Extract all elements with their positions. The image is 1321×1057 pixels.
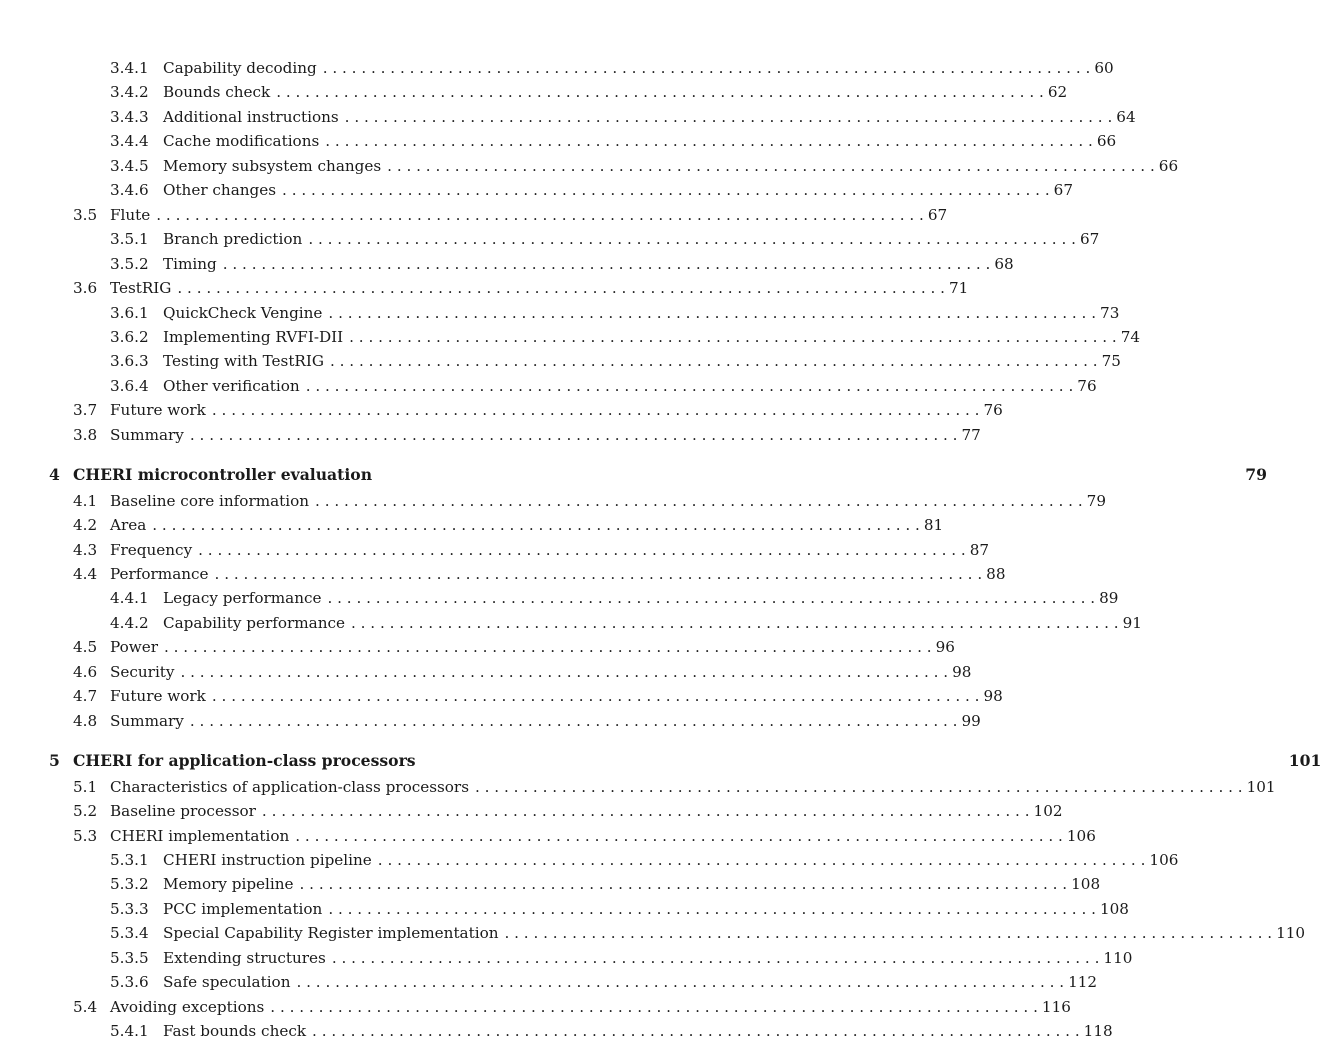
toc-entry-title: Special Capability Register implementation bbox=[163, 924, 499, 943]
toc-entry-page-number: 110 bbox=[1103, 948, 1133, 967]
toc-entry-number: 5.3.1 bbox=[110, 850, 149, 869]
toc-dot-leader: . . . . . . . . . . . . . . . . . . . . . . . . . . . . . . . . . . . . . . . . . . . . . . . . . . . . . . . . . . . . . . . . . . . . . . . . . . . . . . . . bbox=[322, 59, 1091, 77]
toc-section-entry[interactable] bbox=[73, 424, 981, 446]
toc-entry-title: Testing with TestRIG bbox=[163, 352, 324, 371]
toc-entry-title: Safe speculation bbox=[163, 973, 291, 992]
toc-entry-page-number: 74 bbox=[1120, 327, 1141, 346]
toc-entry-title: Frequency bbox=[110, 540, 193, 559]
toc-dot-leader: . . . . . . . . . . . . . . . . . . . . . . . . . . . . . . . . . . . . . . . . . . . . . . . . . . . . . . . . . . . . . . . . . . . . . . . . . . . . . . . . bbox=[180, 662, 949, 681]
toc-entry-number: 5.3 bbox=[73, 826, 98, 845]
toc-entry-title: Memory subsystem changes bbox=[163, 156, 382, 175]
toc-subsection-entry[interactable] bbox=[110, 106, 1136, 128]
toc-entry-page-number: 101 bbox=[1288, 751, 1321, 771]
toc-entry-page-number: 67 bbox=[1053, 181, 1073, 200]
toc-entry-number: 4.5 bbox=[73, 638, 98, 657]
toc-subsection-entry[interactable] bbox=[110, 228, 1100, 250]
toc-subsection-entry[interactable] bbox=[110, 350, 1121, 372]
toc-section-entry[interactable] bbox=[73, 661, 972, 683]
toc-dot-leader: . . . . . . . . . . . . . . . . . . . . . . . . . . . . . . . . . . . . . . . . . . . . . . . . . . . . . . . . . . . . . . . . . . . . . . . . . . . . . . . . bbox=[211, 401, 980, 420]
toc-entry-number: 4.8 bbox=[73, 711, 98, 730]
toc-entry-page-number: 110 bbox=[1276, 924, 1306, 943]
toc-entry-page-number: 98 bbox=[952, 662, 972, 681]
toc-entry-number: 3.6.3 bbox=[110, 352, 149, 371]
toc-section-entry[interactable] bbox=[73, 563, 1006, 585]
toc-subsection-entry[interactable] bbox=[110, 947, 1133, 969]
toc-entry-number: 4.4 bbox=[73, 565, 98, 583]
toc-entry-page-number: 98 bbox=[983, 687, 1003, 706]
toc-entry-page-number: 76 bbox=[1077, 376, 1097, 395]
toc-entry-number: 3.6 bbox=[73, 279, 98, 298]
toc-subsection-entry[interactable] bbox=[110, 1020, 1113, 1042]
toc-entry-number: 3.4.4 bbox=[110, 132, 149, 151]
toc-chapter-entry[interactable] bbox=[49, 750, 1321, 772]
toc-entry-title: CHERI implementation bbox=[110, 826, 290, 845]
toc-dot-leader: . . . . . . . . . . . . . . . . . . . . . . . . . . . . . . . . . . . . . . . . . . . . . . . . . . . . . . . . . . . . . . . . . . . . . . . . . . . . . . . . bbox=[328, 899, 1096, 918]
toc-entry-number: 3.4.1 bbox=[110, 59, 149, 77]
toc-subsection-entry[interactable] bbox=[110, 849, 1179, 871]
toc-entry-number: 3.4.5 bbox=[110, 156, 149, 175]
toc-subsection-entry[interactable] bbox=[110, 302, 1120, 324]
toc-section-entry[interactable] bbox=[73, 825, 1096, 847]
toc-entry-page-number: 101 bbox=[1246, 777, 1276, 796]
toc-entry-number: 5.2 bbox=[73, 802, 98, 821]
toc-subsection-entry[interactable] bbox=[110, 971, 1098, 993]
toc-entry-title: Security bbox=[110, 662, 175, 681]
toc-dot-leader: . . . . . . . . . . . . . . . . . . . . . . . . . . . . . . . . . . . . . . . . . . . . . . . . . . . . . . . . . . . . . . . . . . . . . . . . . . . . . . . . bbox=[270, 997, 1038, 1016]
toc-entry-title: Additional instructions bbox=[163, 107, 339, 126]
toc-entry-title: Performance bbox=[110, 565, 209, 583]
toc-entry-number: 5.3.4 bbox=[110, 924, 149, 943]
toc-dot-leader: . . . . . . . . . . . . . . . . . . . . . . . . . . . . . . . . . . . . . . . . . . . . . . . . . . . . . . . . . . . . . . . . . . . . . . . . . . . . . . . . bbox=[198, 540, 966, 559]
toc-entry-page-number: 81 bbox=[923, 516, 944, 535]
toc-entry-number: 5.3.2 bbox=[110, 875, 149, 894]
toc-entry-number: 3.6.1 bbox=[110, 303, 149, 322]
toc-subsection-entry[interactable] bbox=[110, 155, 1179, 177]
toc-section-entry[interactable] bbox=[73, 399, 1003, 421]
toc-dot-leader: . . . . . . . . . . . . . . . . . . . . . . . . . . . . . . . . . . . . . . . . . . . . . . . . . . . . . . . . . . . . . . . . . . . . . . . . . . . . . . . . bbox=[344, 107, 1113, 126]
toc-dot-leader: . . . . . . . . . . . . . . . . . . . . . . . . . . . . . . . . . . . . . . . . . . . . . . . . . . . . . . . . . . . . . . . . . . . . . . . . . . . . . . . . bbox=[331, 948, 1100, 967]
toc-dot-leader: . . . . . . . . . . . . . . . . . . . . . . . . . . . . . . . . . . . . . . . . . . . . . . . . . . . . . . . . . . . . . . . . . . . . . . . . . . . . . . . . bbox=[156, 205, 924, 224]
toc-entry-page-number: 102 bbox=[1033, 802, 1063, 821]
toc-entry-number: 4.7 bbox=[73, 687, 98, 706]
toc-section-entry[interactable] bbox=[73, 776, 1276, 798]
toc-section-entry[interactable] bbox=[73, 685, 1003, 707]
toc-dot-leader: . . . . . . . . . . . . . . . . . . . . . . . . . . . . . . . . . . . . . . . . . . . . . . . . . . . . . . . . . . . . . . . . . . . . . . . . . . . . . . . . bbox=[504, 924, 1273, 943]
toc-entry-title: QuickCheck Vengine bbox=[163, 303, 323, 322]
toc-entry-title: Branch prediction bbox=[163, 230, 303, 249]
toc-entry-title: Capability performance bbox=[163, 613, 345, 632]
toc-subsection-entry[interactable] bbox=[110, 375, 1097, 397]
toc-subsection-entry[interactable] bbox=[110, 898, 1129, 920]
toc-entry-number: 4.4.1 bbox=[110, 589, 149, 608]
toc-dot-leader: . . . . . . . . . . . . . . . . . . . . . . . . . . . . . . . . . . . . . . . . . . . . . . . . . . . . . . . . . . . . . . . . . . . . . . . . . . . . . . . . bbox=[308, 230, 1076, 249]
toc-subsection-entry[interactable] bbox=[110, 253, 1014, 275]
toc-entry-number: 3.4.2 bbox=[110, 83, 149, 102]
toc-entry-title: Bounds check bbox=[163, 83, 271, 102]
toc-entry-title: Area bbox=[110, 516, 147, 535]
toc-entry-title: Characteristics of application-class processors bbox=[110, 777, 469, 796]
toc-dot-leader: . . . . . . . . . . . . . . . . . . . . . . . . . . . . . . . . . . . . . . . . . . . . . . . . . . . . . . . . . . . . . . . . . . . . . . . . . . . . . . . . bbox=[261, 802, 1030, 821]
toc-entry-page-number: 106 bbox=[1066, 826, 1096, 845]
toc-dot-leader: . . . . . . . . . . . . . . . . . . . . . . . . . . . . . . . . . . . . . . . . . . . . . . . . . . . . . . . . . . . . . . . . . . . . . . . . . . . . . . . . bbox=[327, 589, 1096, 608]
toc-section-entry[interactable] bbox=[73, 514, 944, 536]
toc-subsection-entry[interactable] bbox=[110, 130, 1117, 152]
toc-section-entry[interactable] bbox=[73, 490, 1106, 512]
toc-section-entry[interactable] bbox=[73, 277, 969, 299]
toc-entry-page-number: 64 bbox=[1116, 107, 1136, 126]
toc-entry-title: Other verification bbox=[163, 376, 300, 395]
toc-subsection-entry[interactable] bbox=[110, 57, 1114, 79]
toc-dot-leader: . . . . . . . . . . . . . . . . . . . . . . . . . . . . . . . . . . . . . . . . . . . . . . . . . . . . . . . . . . . . . . . . . . . . . . . . . . . . . . . . bbox=[222, 254, 991, 273]
toc-dot-leader: . . . . . . . . . . . . . . . . . . . . . . . . . . . . . . . . . . . . . . . . . . . . . . . . . . . . . . . . . . . . . . . . . . . . . . . . . . . . . . . . bbox=[189, 425, 958, 444]
toc-subsection-entry[interactable] bbox=[110, 81, 1068, 103]
toc-dot-leader: . . . . . . . . . . . . . . . . . . . . . . . . . . . . . . . . . . . . . . . . . . . . . . . . . . . . . . . . . . . . . . . . . . . . . . . . . . . . . . . . bbox=[387, 156, 1155, 175]
toc-entry-title: CHERI instruction pipeline bbox=[163, 850, 372, 869]
toc-entry-title: Avoiding exceptions bbox=[110, 997, 265, 1016]
toc-dot-leader: . . . . . . . . . . . . . . . . . . . . . . . . . . . . . . . . . . . . . . . . . . . . . . . . . . . . . . . . . . . . . . . . . . . . . . . . . . . . . . . . bbox=[377, 850, 1146, 869]
toc-dot-leader: . . . . . . . . . . . . . . . . . . . . . . . . . . . . . . . . . . . . . . . . . . . . . . . . . . . . . . . . . . . . . . . . . . . . . . . . . . . . . . . . bbox=[295, 826, 1063, 845]
toc-entry-title: Extending structures bbox=[163, 948, 326, 967]
toc-dot-leader: . . . . . . . . . . . . . . . . . . . . . . . . . . . . . . . . . . . . . . . . . . . . . . . . . . . . . . . . . . . . . . . . . . . . . . . . . . . . . . . . bbox=[211, 687, 980, 706]
toc-entry-title: Memory pipeline bbox=[163, 875, 294, 894]
toc-entry-page-number: 118 bbox=[1083, 1022, 1113, 1041]
toc-entry-number: 4.2 bbox=[73, 516, 98, 535]
toc-entry-title: Timing bbox=[163, 254, 217, 273]
toc-dot-leader: . . . . . . . . . . . . . . . . . . . . . . . . . . . . . . . . . . . . . . . . . . . . . . . . . . . . . . . . . . . . . . . . . . . . . . . . . . . . . . . . bbox=[189, 711, 958, 730]
toc-entry-page-number: 91 bbox=[1122, 613, 1142, 632]
toc-entry-page-number: 67 bbox=[927, 205, 948, 224]
toc-entry-title: Implementing RVFI-DII bbox=[163, 327, 344, 346]
toc-entry-number: 5.4 bbox=[73, 997, 98, 1016]
toc-subsection-entry[interactable] bbox=[110, 612, 1142, 634]
toc-dot-leader: . . . . . . . . . . . . . . . . . . . . . . . . . . . . . . . . . . . . . . . . . . . . . . . . . . . . . . . . . . . . . . . . . . . . . . . . . . . . . . . . bbox=[330, 352, 1098, 371]
toc-entry-page-number: 60 bbox=[1094, 59, 1114, 77]
toc-section-entry[interactable] bbox=[73, 800, 1063, 822]
toc-entry-page-number: 108 bbox=[1071, 875, 1101, 894]
toc-entry-title: Summary bbox=[110, 711, 184, 730]
toc-entry-number: 5.3.5 bbox=[110, 948, 149, 967]
toc-entry-page-number: 75 bbox=[1101, 352, 1121, 371]
toc-chapter-entry[interactable] bbox=[49, 464, 1267, 486]
toc-entry-title: Legacy performance bbox=[163, 589, 322, 608]
toc-entry-title: Capability decoding bbox=[163, 59, 317, 77]
toc-entry-page-number: 112 bbox=[1068, 973, 1098, 992]
toc-entry-page-number: 71 bbox=[949, 279, 969, 298]
toc-subsection-entry[interactable] bbox=[110, 587, 1119, 609]
toc-entry-page-number: 108 bbox=[1099, 899, 1129, 918]
toc-entry-page-number: 62 bbox=[1047, 83, 1068, 102]
toc-entry-number: 3.6.2 bbox=[110, 327, 149, 346]
toc-dot-leader: . . . . . . . . . . . . . . . . . . . . . . . . . . . . . . . . . . . . . . . . . . . . . . . . . . . . . . . . . . . . . . . . . . . . . . . . . . . . . . . . bbox=[177, 279, 946, 298]
toc-subsection-entry[interactable] bbox=[110, 179, 1073, 201]
toc-entry-page-number: 68 bbox=[994, 254, 1014, 273]
toc-dot-leader: . . . . . . . . . . . . . . . . . . . . . . . . . . . . . . . . . . . . . . . . . . . . . . . . . . . . . . . . . . . . . . . . . . . . . . . . . . . . . . . . bbox=[164, 638, 932, 657]
toc-entry-title: Flute bbox=[110, 205, 151, 224]
toc-entry-number: 3.5 bbox=[73, 205, 98, 224]
toc-entry-number: 3.8 bbox=[73, 425, 98, 444]
toc-subsection-entry[interactable] bbox=[110, 873, 1101, 895]
toc-entry-page-number: 116 bbox=[1041, 997, 1071, 1016]
toc-entry-number: 5.4.1 bbox=[110, 1022, 149, 1041]
toc-entry-page-number: 66 bbox=[1158, 156, 1179, 175]
toc-entry-number: 4.4.2 bbox=[110, 613, 149, 632]
toc-entry-number: 3.5.1 bbox=[110, 230, 149, 249]
toc-section-entry[interactable] bbox=[73, 204, 948, 226]
toc-dot-leader: . . . . . . . . . . . . . . . . . . . . . . . . . . . . . . . . . . . . . . . . . . . . . . . . . . . . . . . . . . . . . . . . . . . . . . . . . . . . . . . . bbox=[350, 613, 1119, 632]
toc-dot-leader: . . . . . . . . . . . . . . . . . . . . . . . . . . . . . . . . . . . . . . . . . . . . . . . . . . . . . . . . . . . . . . . . . . . . . . . . . . . . . . . . bbox=[296, 973, 1065, 992]
toc-entry-number: 3.7 bbox=[73, 401, 98, 420]
toc-entry-number: 5.1 bbox=[73, 777, 98, 796]
toc-entry-number: 4.6 bbox=[73, 662, 98, 681]
toc-dot-leader: . . . . . . . . . . . . . . . . . . . . . . . . . . . . . . . . . . . . . . . . . . . . . . . . . . . . . . . . . . . . . . . . . . . . . . . . . . . . . . . . bbox=[325, 132, 1093, 151]
toc-entry-number: 4 bbox=[49, 465, 60, 485]
toc-entry-title: CHERI for application-class processors bbox=[73, 751, 416, 771]
toc-entry-page-number: 96 bbox=[935, 638, 955, 657]
toc-dot-leader: . . . . . . . . . . . . . . . . . . . . . . . . . . . . . . . . . . . . . . . . . . . . . . . . . . . . . . . . . . . . . . . . . . . . . . . . . . . . . . . . bbox=[328, 303, 1097, 322]
toc-entry-page-number: 73 bbox=[1100, 303, 1120, 322]
toc-subsection-entry[interactable] bbox=[110, 326, 1141, 348]
toc-entry-number: 3.5.2 bbox=[110, 254, 149, 273]
toc-subsection-entry[interactable] bbox=[110, 922, 1306, 944]
toc-entry-number: 3.6.4 bbox=[110, 376, 149, 395]
toc-entry-title: TestRIG bbox=[110, 279, 172, 298]
toc-dot-leader: . . . . . . . . . . . . . . . . . . . . . . . . . . . . . . . . . . . . . . . . . . . . . . . . . . . . . . . . . . . . . . . . . . . . . . . . . . . . . . . . bbox=[276, 83, 1044, 102]
toc-dot-leader: . . . . . . . . . . . . . . . . . . . . . . . . . . . . . . . . . . . . . . . . . . . . . . . . . . . . . . . . . . . . . . . . . . . . . . . . . . . . . . . . bbox=[349, 327, 1117, 346]
toc-entry-page-number: 77 bbox=[961, 425, 981, 444]
toc-entry-title: Fast bounds check bbox=[163, 1022, 307, 1041]
toc-entry-title: Cache modifications bbox=[163, 132, 320, 151]
toc-entry-page-number: 106 bbox=[1149, 850, 1179, 869]
toc-entry-number: 4.3 bbox=[73, 540, 98, 559]
toc-entry-number: 5.3.3 bbox=[110, 899, 149, 918]
toc-dot-leader: . . . . . . . . . . . . . . . . . . . . . . . . . . . . . . . . . . . . . . . . . . . . . . . . . . . . . . . . . . . . . . . . . . . . . . . . . . . . . . . . bbox=[214, 565, 983, 583]
toc-dot-leader: . . . . . . . . . . . . . . . . . . . . . . . . . . . . . . . . . . . . . . . . . . . . . . . . . . . . . . . . . . . . . . . . . . . . . . . . . . . . . . . . bbox=[475, 777, 1243, 796]
toc-section-entry[interactable] bbox=[73, 539, 990, 561]
toc-entry-page-number: 67 bbox=[1079, 230, 1100, 249]
toc-entry-number: 5.3.6 bbox=[110, 973, 149, 992]
toc-entry-number: 3.4.3 bbox=[110, 107, 149, 126]
toc-entry-title: Other changes bbox=[163, 181, 277, 200]
toc-section-entry[interactable] bbox=[73, 710, 981, 732]
toc-entry-page-number: 66 bbox=[1096, 132, 1117, 151]
toc-dot-leader: . . . . . . . . . . . . . . . . . . . . . . . . . . . . . . . . . . . . . . . . . . . . . . . . . . . . . . . . . . . . . . . . . . . . . . . . . . . . . . . . bbox=[312, 1022, 1080, 1041]
toc-entry-page-number: 79 bbox=[1245, 465, 1267, 485]
toc-entry-title: Baseline processor bbox=[110, 802, 256, 821]
toc-dot-leader: . . . . . . . . . . . . . . . . . . . . . . . . . . . . . . . . . . . . . . . . . . . . . . . . . . . . . . . . . . . . . . . . . . . . . . . . . . . . . . . . bbox=[152, 516, 920, 535]
toc-entry-title: Future work bbox=[110, 687, 206, 706]
toc-entry-number: 5 bbox=[49, 751, 60, 771]
toc-entry-page-number: 79 bbox=[1086, 491, 1106, 510]
toc-entry-title: CHERI microcontroller evaluation bbox=[73, 465, 373, 485]
toc-entry-title: Baseline core information bbox=[110, 491, 310, 510]
toc-dot-leader: . . . . . . . . . . . . . . . . . . . . . . . . . . . . . . . . . . . . . . . . . . . . . . . . . . . . . . . . . . . . . . . . . . . . . . . . . . . . . . . . bbox=[305, 376, 1074, 395]
toc-entry-title: Future work bbox=[110, 401, 206, 420]
toc-entry-page-number: 99 bbox=[961, 711, 981, 730]
toc-dot-leader: . . . . . . . . . . . . . . . . . . . . . . . . . . . . . . . . . . . . . . . . . . . . . . . . . . . . . . . . . . . . . . . . . . . . . . . . . . . . . . . . bbox=[315, 491, 1083, 510]
toc-entry-page-number: 88 bbox=[986, 565, 1006, 583]
toc-entry-title: Power bbox=[110, 638, 158, 657]
toc-dot-leader: . . . . . . . . . . . . . . . . . . . . . . . . . . . . . . . . . . . . . . . . . . . . . . . . . . . . . . . . . . . . . . . . . . . . . . . . . . . . . . . . bbox=[299, 875, 1068, 894]
toc-dot-leader: . . . . . . . . . . . . . . . . . . . . . . . . . . . . . . . . . . . . . . . . . . . . . . . . . . . . . . . . . . . . . . . . . . . . . . . . . . . . . . . . bbox=[282, 181, 1050, 200]
toc-entry-page-number: 87 bbox=[969, 540, 990, 559]
toc-section-entry[interactable] bbox=[73, 636, 955, 658]
toc-entry-page-number: 89 bbox=[1099, 589, 1119, 608]
toc-entry-title: Summary bbox=[110, 425, 184, 444]
toc-entry-number: 4.1 bbox=[73, 491, 98, 510]
toc-entry-page-number: 76 bbox=[983, 401, 1003, 420]
toc-section-entry[interactable] bbox=[73, 996, 1071, 1018]
toc-entry-title: PCC implementation bbox=[163, 899, 323, 918]
toc-entry-number: 3.4.6 bbox=[110, 181, 149, 200]
